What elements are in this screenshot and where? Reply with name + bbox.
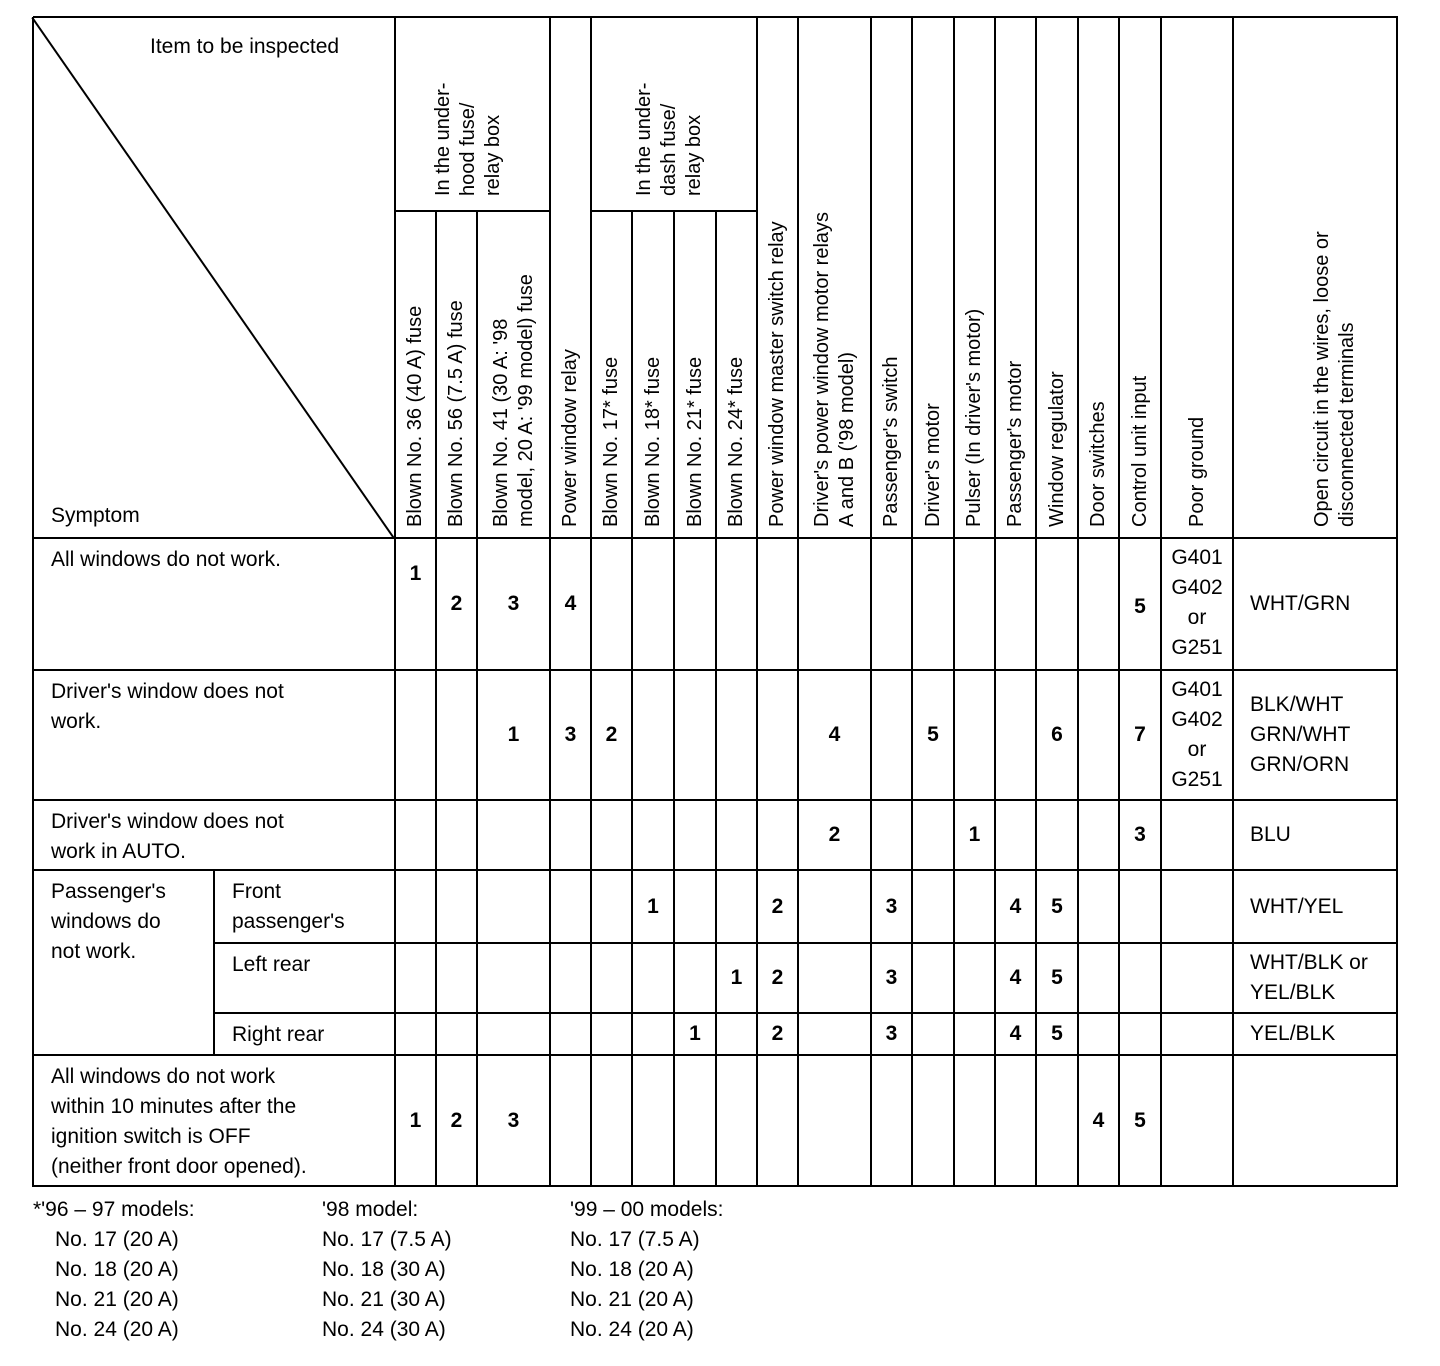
column-line	[756, 17, 758, 1187]
inspection-order-number: 2	[450, 1108, 463, 1132]
inspection-order-number: 3	[885, 966, 898, 989]
inspection-order-number: 1	[968, 823, 981, 846]
inspection-order-number: 4	[1009, 1022, 1022, 1045]
column-header-15: Window regulator	[1046, 371, 1068, 527]
inspection-order-number: 1	[409, 1108, 422, 1132]
column-header-3: Blown No. 41 (30 A: '98 model, 20 A: '99 model) fuse	[490, 274, 537, 527]
column-line	[870, 17, 872, 1187]
symptom-text: All windows do not work within 10 minutes after the ignition switch is OFF (neither front door opened).	[51, 1065, 307, 1178]
wire-colors: WHT/YEL	[1250, 894, 1344, 918]
row-separator	[214, 942, 1398, 944]
column-header-8: Blown No. 24* fuse	[725, 356, 747, 527]
inspection-order-number: 5	[1134, 595, 1146, 618]
column-header-11: Passenger's switch	[880, 356, 902, 527]
symptom-text: Driver's window does not work.	[51, 680, 284, 733]
column-header-9: Power window master switch relay	[766, 221, 788, 527]
column-header-2: Blown No. 56 (7.5 A) fuse	[445, 300, 467, 527]
inspection-order-number: 1	[689, 1022, 701, 1045]
symptom-text: Front passenger's	[232, 880, 345, 933]
underdash-group-header: In the under- dash fuse/ relay box	[633, 82, 705, 196]
inspection-order-number: 2	[771, 1022, 784, 1045]
symptom-text: Right rear	[232, 1023, 325, 1046]
symptom-text: Driver's window does not work in AUTO.	[51, 810, 284, 863]
column-line	[953, 17, 955, 1187]
column-line	[1077, 17, 1079, 1187]
corner-diagonal	[31, 17, 395, 539]
wire-colors: WHT/BLK or YEL/BLK	[1250, 951, 1368, 1004]
column-header-12: Driver's motor	[922, 403, 944, 527]
inspection-order-number: 5	[927, 723, 939, 746]
ground-points: G401 G402 or G251	[1171, 546, 1223, 659]
column-header-5: Blown No. 17* fuse	[600, 356, 622, 527]
footnote-block: *'96 – 97 models: No. 17 (20 A) No. 18 (20 A) No. 21 (20 A) No. 24 (20 A)	[33, 1198, 195, 1341]
underhood-group-header: In the under- hood fuse/ relay box	[432, 82, 504, 196]
table-border	[33, 16, 1398, 18]
inspection-order-number: 2	[450, 592, 463, 615]
column-line	[435, 211, 437, 1187]
column-line	[394, 17, 396, 1187]
inspection-order-number: 3	[1134, 823, 1146, 846]
inspection-order-number: 2	[605, 723, 618, 746]
inspection-order-number: 1	[507, 723, 520, 746]
inspection-order-number: 5	[1134, 1108, 1146, 1132]
symptom-label: Symptom	[51, 504, 140, 527]
column-line	[476, 211, 478, 1187]
footnote-block: '99 – 00 models: No. 17 (7.5 A) No. 18 (20 A) No. 21 (20 A) No. 24 (20 A)	[570, 1198, 724, 1341]
column-header-6: Blown No. 18* fuse	[642, 356, 664, 527]
inspection-order-number: 2	[771, 894, 784, 918]
wire-colors: YEL/BLK	[1250, 1022, 1336, 1045]
inspection-order-number: 3	[507, 1108, 520, 1132]
subgroup-line	[213, 870, 215, 1056]
column-header-7: Blown No. 21* fuse	[684, 356, 706, 527]
column-header-17: Control unit input	[1129, 375, 1151, 527]
symptom-text: All windows do not work.	[51, 548, 281, 571]
inspection-order-number: 1	[409, 562, 422, 585]
wire-colors: BLU	[1250, 823, 1291, 846]
column-line	[631, 211, 633, 1187]
table-border	[32, 17, 34, 1187]
symptom-text: Left rear	[232, 953, 311, 976]
item-to-be-inspected-label: Item to be inspected	[150, 35, 340, 58]
inspection-order-number: 2	[828, 823, 841, 846]
column-line	[994, 17, 996, 1187]
symptom-group-text: Passenger's windows do not work.	[51, 880, 166, 963]
inspection-order-number: 3	[885, 894, 898, 918]
inspection-order-number: 3	[507, 592, 520, 615]
inspection-order-number: 6	[1051, 723, 1063, 746]
inspection-order-number: 1	[730, 966, 743, 989]
inspection-order-number: 4	[1009, 894, 1022, 918]
inspection-order-number: 3	[885, 1022, 898, 1045]
inspection-order-number: 4	[828, 723, 841, 746]
inspection-order-number: 7	[1134, 723, 1146, 746]
inspection-order-number: 4	[564, 592, 577, 615]
wire-colors: WHT/GRN	[1250, 592, 1351, 615]
column-header-19: Open circuit in the wires, loose or disconnected terminals	[1311, 231, 1358, 527]
row-separator	[214, 1012, 1398, 1014]
column-header-10: Driver's power window motor relays A and B ('98 model)	[811, 211, 858, 527]
inspection-order-number: 5	[1051, 1022, 1063, 1045]
inspection-order-number: 4	[1009, 966, 1022, 989]
inspection-order-number: 1	[647, 894, 659, 918]
column-header-14: Passenger's motor	[1004, 360, 1026, 527]
inspection-order-number: 3	[564, 723, 577, 746]
column-header-18: Poor ground	[1186, 416, 1208, 527]
ground-points: G401 G402 or G251	[1171, 678, 1223, 791]
inspection-order-number: 5	[1051, 966, 1063, 989]
group-underline	[395, 210, 551, 212]
wire-colors: BLK/WHT GRN/WHT GRN/ORN	[1250, 693, 1351, 776]
inspection-order-number: 5	[1051, 894, 1063, 918]
footnote-block: '98 model: No. 17 (7.5 A) No. 18 (30 A) No. 21 (30 A) No. 24 (30 A)	[322, 1198, 452, 1341]
column-header-1: Blown No. 36 (40 A) fuse	[404, 305, 426, 527]
column-line	[911, 17, 913, 1187]
column-header-13: Pulser (In driver's motor)	[963, 308, 985, 527]
inspection-order-number: 2	[771, 966, 784, 989]
inspection-order-number: 4	[1092, 1108, 1105, 1132]
column-line	[797, 17, 799, 1187]
column-header-4: Power window relay	[559, 349, 581, 527]
column-line	[1035, 17, 1037, 1187]
column-header-16: Door switches	[1087, 401, 1109, 527]
